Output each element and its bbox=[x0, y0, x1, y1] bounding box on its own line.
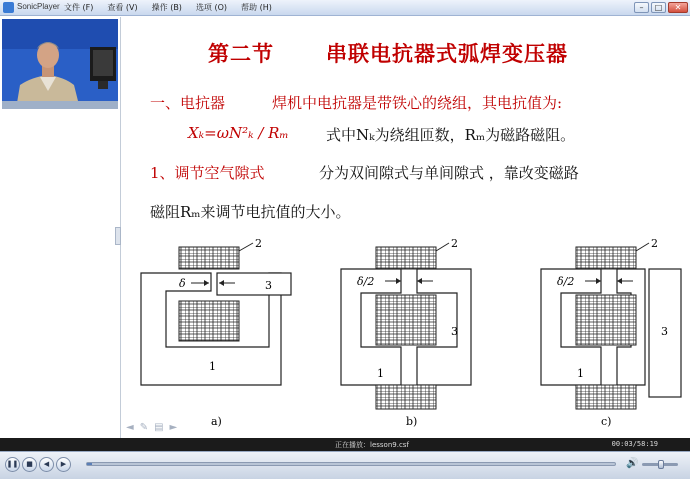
playback-time: 00:03/58:19 bbox=[611, 440, 658, 448]
player-controls bbox=[0, 451, 690, 479]
fig-a-label-3: 3 bbox=[265, 279, 272, 292]
figure-c bbox=[541, 237, 681, 428]
fig-c-label-1: 1 bbox=[577, 367, 584, 380]
slide-title-main: 串联电抗器式弧焊变压器 bbox=[326, 41, 568, 66]
status-bar bbox=[0, 438, 690, 451]
reactor-heading: 一、电抗器 bbox=[150, 94, 226, 112]
fig-b-caption: b) bbox=[406, 415, 418, 428]
fig-a-caption: a) bbox=[211, 415, 222, 428]
fig-c-caption: c) bbox=[601, 415, 612, 428]
app-logo-icon bbox=[3, 2, 14, 13]
reactor-diagrams bbox=[121, 235, 690, 435]
menu-help[interactable]: 帮助 (H) bbox=[241, 3, 272, 12]
fig-b-label-3: 3 bbox=[451, 325, 458, 338]
air-gap-text: 分为双间隙式与单间隙式 ，靠改变磁路 bbox=[319, 164, 579, 182]
slide-title-section: 第二节 bbox=[208, 41, 274, 66]
figure-b bbox=[341, 237, 471, 428]
slide-content bbox=[121, 17, 690, 438]
lecturer-video[interactable] bbox=[2, 19, 118, 109]
reactor-definition: 焊机中电抗器是带铁心的绕组，其电抗值为: bbox=[272, 94, 563, 112]
left-panel bbox=[0, 17, 121, 438]
fig-a-gap-label: δ bbox=[179, 277, 186, 290]
fig-a-label-1: 1 bbox=[209, 360, 216, 373]
fig-a-label-2: 2 bbox=[255, 237, 262, 250]
air-gap-text-cont: 磁阻Rₘ来调节电抗值的大小。 bbox=[150, 203, 351, 221]
title-bar bbox=[0, 0, 690, 16]
now-playing-text: 正在播放：lesson9.csf bbox=[335, 441, 409, 449]
volume-icon[interactable]: 🔊 bbox=[626, 458, 639, 469]
fig-c-label-3: 3 bbox=[661, 325, 668, 338]
slide-nav-toolbar bbox=[126, 422, 177, 433]
figure-a bbox=[141, 237, 291, 428]
slide-menu-icon[interactable]: ▤ bbox=[154, 422, 164, 433]
app-title: SonicPlayer bbox=[17, 2, 60, 11]
fig-b-label-2: 2 bbox=[451, 237, 458, 250]
progress-fill bbox=[87, 463, 92, 465]
prev-slide-icon[interactable]: ◄ bbox=[126, 422, 134, 433]
lecturer-video-image bbox=[2, 19, 118, 109]
maximize-button[interactable]: □ bbox=[651, 2, 666, 13]
formula-description: 式中Nₖ为绕组匝数，Rₘ为磁路磁阻。 bbox=[326, 126, 576, 144]
volume-slider[interactable] bbox=[642, 463, 678, 466]
minimize-button[interactable]: – bbox=[634, 2, 649, 13]
stop-button[interactable]: ■ bbox=[22, 457, 37, 472]
fig-b-gap-label: δ/2 bbox=[357, 275, 375, 288]
air-gap-heading: 1、调节空气隙式 bbox=[150, 164, 265, 182]
menu-options[interactable]: 选项 (O) bbox=[195, 3, 228, 12]
prev-button[interactable]: ◀ bbox=[39, 457, 54, 472]
close-button[interactable]: ✕ bbox=[668, 2, 688, 13]
window-controls bbox=[634, 2, 688, 13]
pause-button[interactable]: ❚❚ bbox=[5, 457, 20, 472]
fig-c-label-2: 2 bbox=[651, 237, 658, 250]
volume-knob[interactable] bbox=[658, 460, 664, 469]
pen-icon[interactable]: ✎ bbox=[139, 422, 149, 433]
menu-file[interactable]: 文件 (F) bbox=[64, 3, 94, 12]
fig-b-label-1: 1 bbox=[377, 367, 384, 380]
next-button[interactable]: ▶ bbox=[56, 457, 71, 472]
menu-bar bbox=[64, 2, 272, 13]
next-slide-icon[interactable]: ► bbox=[169, 422, 178, 433]
reactance-formula: Xₖ=ωN²ₖ / Rₘ bbox=[188, 124, 289, 142]
menu-operate[interactable]: 操作 (B) bbox=[151, 3, 182, 12]
menu-view[interactable]: 查看 (V) bbox=[107, 3, 138, 12]
fig-c-gap-label: δ/2 bbox=[557, 275, 575, 288]
progress-bar[interactable] bbox=[86, 462, 616, 466]
